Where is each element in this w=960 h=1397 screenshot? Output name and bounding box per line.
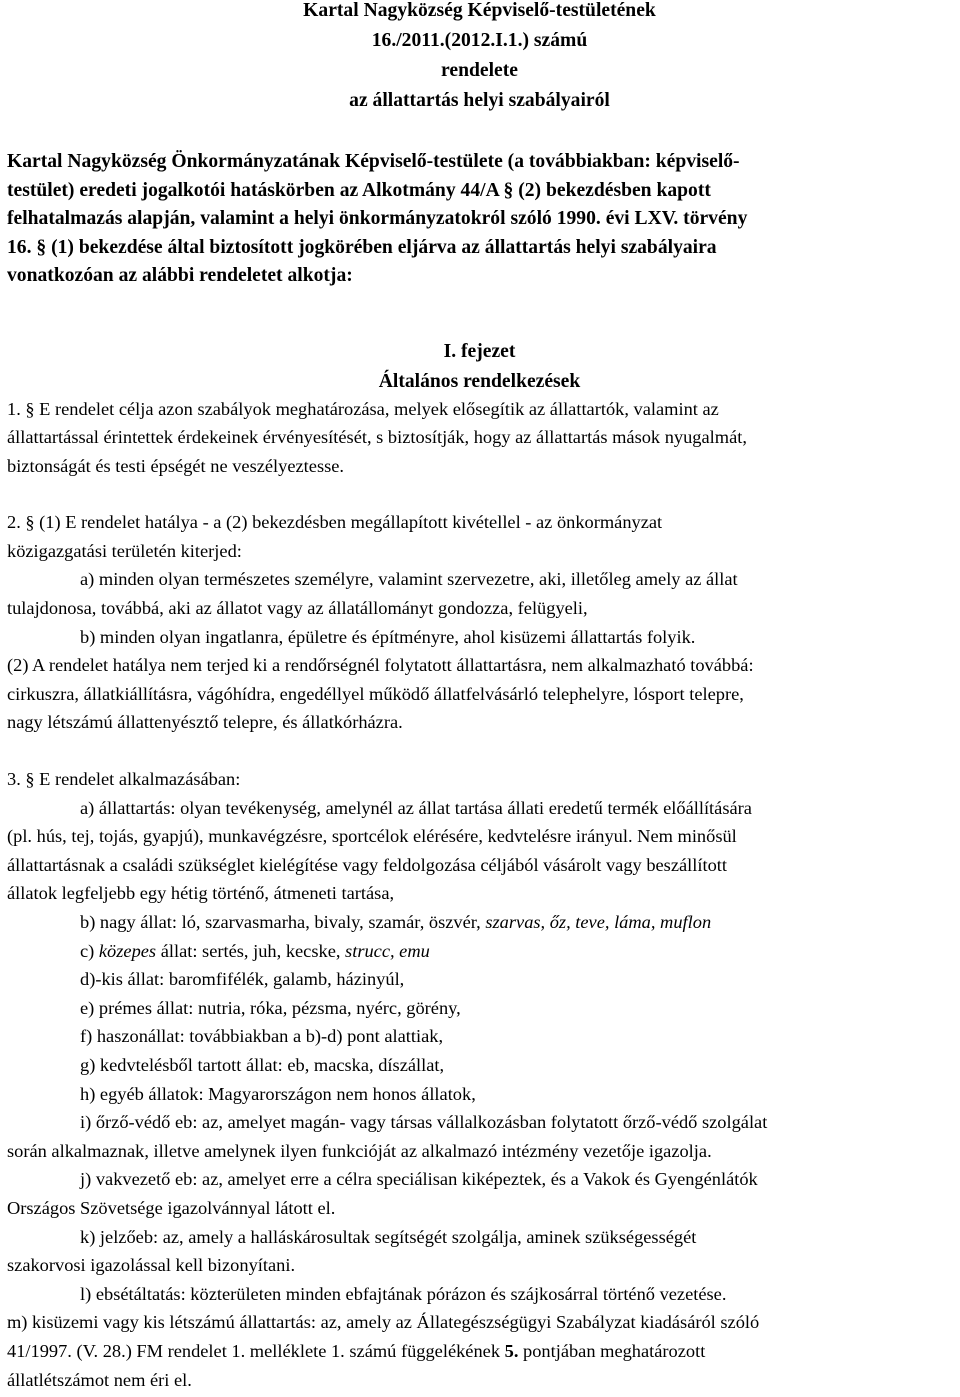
definition-h: h) egyéb állatok: Magyarországon nem honos állatok,	[80, 1083, 476, 1104]
preamble-line: Kartal Nagyközség Önkormányzatának Képviselő-testülete (a továbbiakban: képviselő-	[7, 151, 740, 172]
definition-a-cont: (pl. hús, tej, tojás, gyapjú), munkavégzésre, sportcélok elérésére, kedvtelésre irányul. Nem minősül	[7, 826, 737, 847]
section-2-line: 2. § (1) E rendelet hatálya - a (2) bekezdésben megállapított kivétellel - az önkormányzat	[7, 512, 663, 533]
definition-e: e) prémes állat: nutria, róka, pézsma, nyérc, görény,	[80, 997, 461, 1018]
section-2-item-b: b) minden olyan ingatlanra, épületre és építményre, ahol kisüzemi állattartás folyik.	[80, 626, 696, 647]
preamble-line: 16. § (1) bekezdése által biztosított jogkörében eljárva az állattartás helyi szabályaira	[7, 236, 717, 258]
section-2-para-2: cirkuszra, állatkiállításra, vágóhídra, engedéllyel működő állatfelvásárló telephelyre, lósport telepre,	[7, 683, 744, 704]
definition-m-text: pontjában meghatározott	[518, 1340, 706, 1361]
definition-d: d)-kis állat: baromfifélék, galamb, házinyúl,	[80, 969, 405, 990]
definition-i: i) őrző-védő eb: az, amelyet magán- vagy társas vállalkozásban folytatott őrző-védő szolgálat	[80, 1112, 768, 1133]
definition-k-cont: szakorvosi igazolással kell bizonyítani.	[7, 1255, 296, 1276]
definition-k: k) jelzőeb: az, amely a halláskárosultak segítségét szolgálja, aminek szükségességét	[80, 1226, 697, 1247]
definition-b-text: b) nagy állat: ló, szarvasmarha, bivaly, szamár, öszvér,	[80, 912, 486, 932]
definition-l: l) ebsétáltatás: közterületen minden ebfajtának pórázon és szájkosárral történő vezetése.	[80, 1283, 727, 1304]
preamble-line: vonatkozóan az alábbi rendeletet alkotja:	[7, 265, 353, 286]
spacer	[7, 737, 952, 765]
section-2-item-a: a) minden olyan természetes személyre, valamint szervezetre, aki, illetőleg amely az állat	[80, 569, 738, 590]
definition-m: m) kisüzemi vagy kis létszámú állattartás: az, amely az Állategészségügyi Szabályzat kiadásáról szóló	[7, 1312, 760, 1333]
definition-m-bold: 5.	[504, 1340, 519, 1361]
definition-c-italic: közepes	[98, 940, 157, 961]
section-1	[7, 395, 952, 481]
preamble-line: felhatalmazás alapján, valamint a helyi önkormányzatokról szóló 1990. évi LXV. törvény	[7, 208, 748, 229]
definition-c-text: állat: sertés, juh, kecske,	[156, 940, 346, 961]
definition-j: j) vakvezető eb: az, amelyet erre a célra speciálisan kiképeztek, és a Vakok és Gyengénlátók	[80, 1169, 758, 1190]
definition-c-prefix: c)	[80, 940, 99, 961]
definition-a-cont: állattartásnak a családi szükséglet kielégítése vagy feldolgozása céljából vásárolt vagy beszállított	[7, 854, 728, 875]
chapter-heading	[7, 337, 952, 397]
section-2-item-a-cont: tulajdonosa, továbbá, aki az állatot vagy az állatállományt gondozza, felügyeli,	[7, 598, 588, 619]
section-3-intro: 3. § E rendelet alkalmazásában:	[7, 769, 241, 790]
definition-b	[7, 908, 952, 937]
definition-m-cont	[7, 1337, 952, 1366]
definition-a: a) állattartás: olyan tevékenység, amelynél az állat tartása állati eredetű termék előállítására	[80, 797, 752, 818]
section-1-line: állattartással érintettek érdekeinek érvényesítését, s biztosítják, hogy az állattartás mások nyugalmát,	[7, 427, 747, 448]
title-line: az állattartás helyi szabályairól	[349, 90, 610, 111]
title-line: 16./2011.(2012.I.1.) számú	[371, 30, 588, 51]
definition-i-cont: során alkalmaznak, illetve amelynek ilyen funkcióját az alkalmazó intézmény vezetője igazolja.	[7, 1140, 712, 1161]
section-3	[7, 765, 952, 1394]
preamble	[7, 148, 952, 291]
definition-m-cont: állatlétszámot nem éri el.	[7, 1369, 192, 1390]
definition-m-text: 41/1997. (V. 28.) FM rendelet 1. melléklete 1. számú függelékének	[7, 1340, 505, 1361]
title-line: rendelete	[441, 60, 518, 81]
definition-a-cont: állatok legfeljebb egy hétig történő, átmeneti tartása,	[7, 883, 395, 904]
definition-b-italic: szarvas, őz, teve, láma, muflon	[485, 912, 712, 932]
definition-j-cont: Országos Szövetsége igazolvánnyal látott el.	[7, 1197, 336, 1218]
document-title	[7, 0, 952, 116]
chapter-title: Általános rendelkezések	[378, 370, 581, 392]
definition-f: f) haszonállat: továbbiakban a b)-d) pont alattiak,	[80, 1026, 444, 1047]
section-2-para-2: nagy létszámú állattenyésztő telepre, és állatkórházra.	[7, 712, 403, 733]
section-2	[7, 508, 952, 737]
definition-c-italic: strucc, emu	[345, 940, 430, 961]
section-2-line: közigazgatási területén kiterjed:	[7, 540, 242, 561]
preamble-line: testület) eredeti jogalkotói hatáskörben az Alkotmány 44/A § (2) bekezdésben kapott	[7, 179, 711, 201]
chapter-number: I. fejezet	[443, 340, 516, 362]
section-2-para-2: (2) A rendelet hatálya nem terjed ki a rendőrségnél folytatott állattartásra, nem alkalmazható továbbá:	[7, 655, 754, 676]
definition-g: g) kedvtelésből tartott állat: eb, macska, díszállat,	[80, 1054, 445, 1075]
definition-c	[7, 937, 952, 966]
section-1-line: 1. § E rendelet célja azon szabályok meghatározása, melyek elősegítik az állattartók, valamint az	[7, 398, 719, 419]
section-1-line: biztonságát és testi épségét ne veszélyeztesse.	[7, 455, 345, 476]
title-line: Kartal Nagyközség Képviselő-testületének	[303, 0, 656, 21]
spacer	[7, 480, 952, 508]
document-page	[7, 0, 952, 1394]
